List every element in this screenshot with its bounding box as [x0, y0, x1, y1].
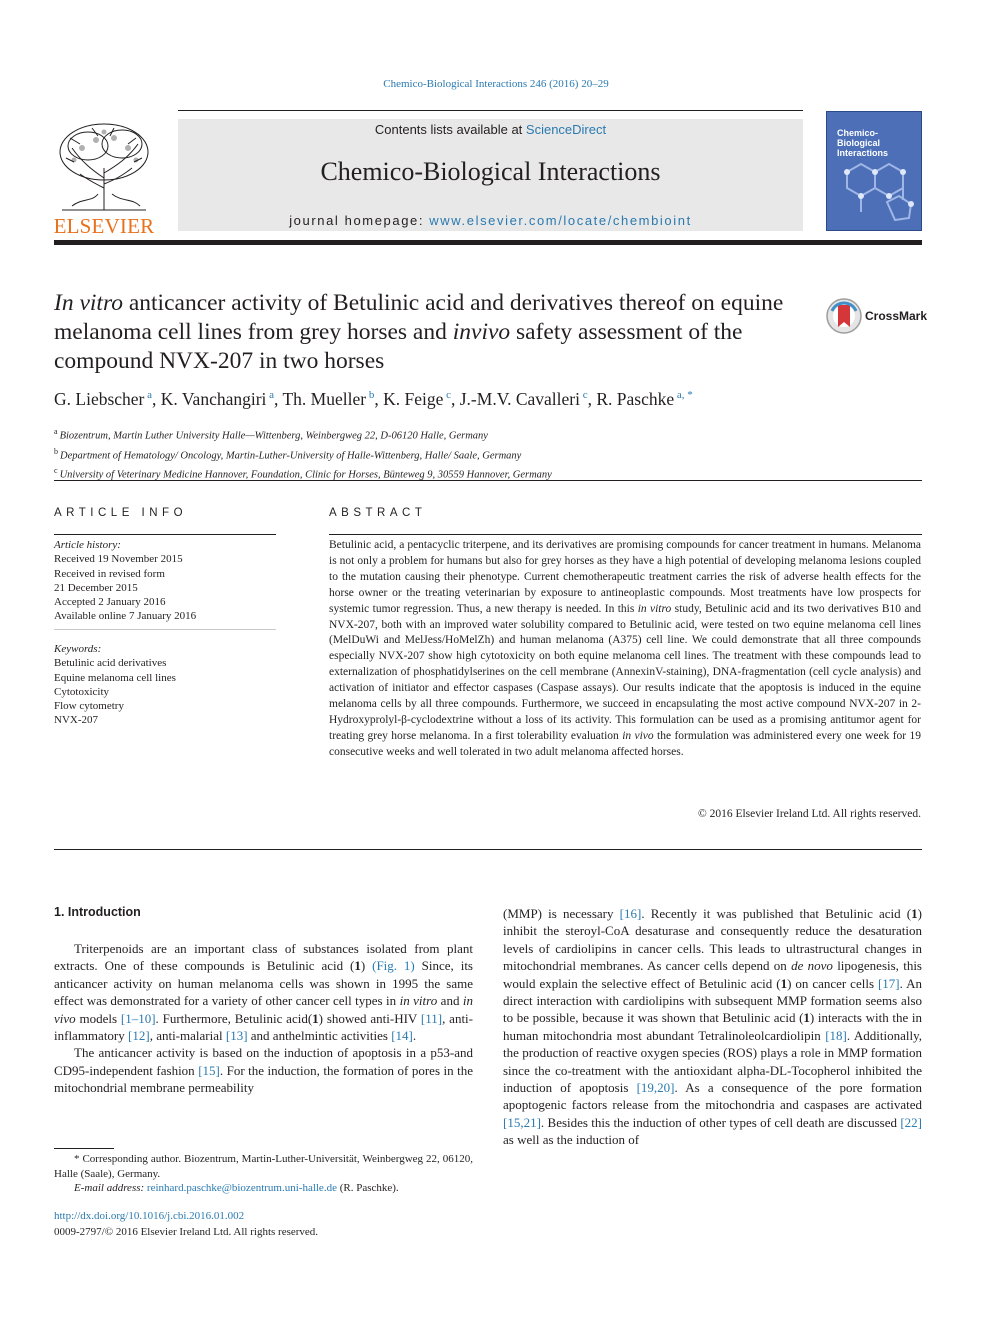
citation-link[interactable]: [14] — [391, 1028, 413, 1044]
abstract-heading: ABSTRACT — [329, 507, 427, 519]
history-item: Accepted 2 January 2016 — [54, 596, 166, 609]
citation-link[interactable]: [18] — [825, 1027, 847, 1043]
paragraph: The anticancer activity is based on the induction of apoptosis in a p53-and CD95-independent fashion [15]. For the induction, the formation of pores in the mitochondrial membrane permeability — [54, 1045, 473, 1096]
email-link[interactable]: reinhard.paschke@biozentrum.uni-halle.de — [146, 1182, 337, 1194]
crossmark-icon — [825, 297, 863, 335]
author[interactable]: G. Liebscher — [54, 389, 145, 409]
author-affiliation-mark[interactable]: c — [443, 389, 451, 402]
author[interactable]: J.-M.V. Cavalleri — [459, 389, 580, 409]
citation-link[interactable]: [11] — [420, 1010, 443, 1026]
header-rule — [178, 110, 803, 111]
elsevier-wordmark: ELSEVIER — [53, 214, 155, 238]
author[interactable]: K. Vanchangiri — [160, 389, 267, 409]
corresponding-note: * Corresponding author. Biozentrum, Martin-Luther-Universität, Weinbergweg 22, 06120, Halle (Saale), Germany. — [54, 1153, 473, 1180]
affiliation: $^b$ Department of Hematology/ Oncology, Martin-Luther-University of Halle-Wittenberg, Halle/ Saale, Germany — [54, 446, 522, 461]
citation-link[interactable]: [17] — [877, 975, 900, 991]
article-history — [54, 538, 279, 624]
keywords-block — [54, 642, 279, 728]
author-affiliation-mark[interactable]: a, * — [674, 389, 693, 402]
affiliation-rule — [54, 480, 922, 481]
keyword-item: Betulinic acid derivatives — [54, 657, 167, 670]
keyword-item: Flow cytometry — [54, 700, 124, 713]
email-line: E-mail address: reinhard.paschke@biozentrum.uni-halle.de (R. Paschke). — [74, 1182, 399, 1194]
journal-reference[interactable]: Chemico-Biological Interactions 246 (2016) 20–29 — [383, 78, 609, 90]
affiliation-list — [54, 424, 924, 483]
journal-header-box — [178, 119, 803, 231]
left-column — [54, 940, 473, 1097]
affiliation: $^c$ University of Veterinary Medicine Hannover, Foundation, Clinic for Horses, Bünteweg 9, 30559 Hannover, Germany — [54, 466, 552, 481]
doi-link[interactable]: http://dx.doi.org/10.1016/j.cbi.2016.01.002 — [54, 1210, 245, 1222]
citation-link[interactable]: [19,20] — [636, 1080, 675, 1096]
citation-link[interactable]: [22] — [900, 1114, 922, 1130]
history-item: Available online 7 January 2016 — [54, 610, 197, 623]
right-column — [503, 905, 922, 1149]
history-label: Article history: — [54, 539, 121, 551]
keyword-item: Equine melanoma cell lines — [54, 671, 176, 684]
crossmark-badge[interactable]: CrossMark — [825, 297, 925, 335]
sciencedirect-link[interactable]: ScienceDirect — [525, 122, 607, 137]
keywords-label: Keywords: — [54, 643, 102, 655]
footnote-rule — [54, 1148, 114, 1149]
history-item: 21 December 2015 — [54, 581, 138, 594]
issn-line: 0009-2797/© 2016 Elsevier Ireland Ltd. All rights reserved. — [54, 1226, 319, 1238]
introduction-heading: 1. Introduction — [54, 905, 141, 919]
article-info-heading: ARTICLE INFO — [54, 507, 188, 519]
header-thick-rule — [54, 240, 922, 245]
citation-link[interactable]: [16] — [619, 906, 642, 921]
elsevier-logo[interactable] — [52, 118, 156, 236]
author[interactable]: K. Feige — [383, 389, 444, 409]
abstract-copyright: © 2016 Elsevier Ireland Ltd. All rights reserved. — [697, 808, 921, 820]
paragraph: (MMP) is necessary [16]. Recently it was published that Betulinic acid (1) inhibit the steroyl-CoA desaturase and consequently reduce the desaturation levels of cardiolipins in cancer cells. This leads to ultrastructural changes in mitochondrial membranes. As cancer cells depend on de novo lipogenesis, this would explain the selective effect of Betulinic acid (1) on cancer cells [17]. An direct interaction with cardiolipins with subsequent MMP formation seems also to be possible, because it was shown that Betulinic acid (1) interacts with the in human mitochondria most abundant Tetralinoleolcardiolipin [18]. Additionally, the production of reactive oxygen species (ROS) plays a role in MMP formation since the co-treatment with the antioxidant alpha-DL-Tocopherol inhibited the induction of apoptosis [19,20]. As a consequence of the pore formation apoptogenic factors release from the mitochondria and caspases are activated [15,21]. Besides this the induction of other types of cell death are discussed [22] as well as the induction of — [503, 906, 923, 1148]
history-item: Received in revised form — [54, 567, 165, 580]
author[interactable]: R. Paschke — [596, 389, 675, 409]
keywords-rule — [54, 629, 276, 630]
article-title: In vitro anticancer activity of Betulinic acid and derivatives thereof on equine melanoma cell lines from grey horses and invivo safety assessment of the compound NVX-207 in two horses — [54, 290, 784, 374]
history-item: Received 19 November 2015 — [54, 553, 183, 566]
citation-link[interactable]: [12] — [128, 1028, 150, 1044]
journal-name: Chemico-Biological Interactions — [320, 157, 661, 186]
citation-link[interactable]: [1–10] — [120, 1010, 156, 1026]
cover-title: Chemico-Biological Interactions — [837, 128, 889, 158]
keyword-item: Cytotoxicity — [54, 685, 109, 698]
keywords-list — [54, 656, 279, 727]
corresponding-author-footnote — [54, 1152, 473, 1196]
abstract-rule — [329, 534, 922, 535]
molecule-graphic-icon — [827, 112, 922, 231]
affiliation: $^a$ Biozentrum, Martin Luther University Halle—Wittenberg, Weinbergweg 22, D-06120 Halle, Germany — [54, 427, 488, 442]
journal-cover[interactable] — [826, 111, 922, 231]
homepage-line: journal homepage: www.elsevier.com/locate/chembioint — [289, 213, 692, 228]
citation-link[interactable]: [13] — [225, 1028, 248, 1044]
author-affiliation-mark[interactable]: a — [144, 389, 153, 402]
author-list: G. Liebscher $^a$, K. Vanchangiri $^a$, Th. Mueller $^b$, K. Feige $^c$, J.-M.V. Cavalleri $^c$, R. Paschke $^{a, *}$ — [54, 389, 693, 409]
citation-link[interactable]: [15] — [198, 1062, 220, 1078]
abstract-text: Betulinic acid, a pentacyclic triterpene, and its derivatives are promising compounds for cancer treatment in humans. Melanoma is not only a problem for humans but also for grey horses as they have a high potential of developing melanoma lesions coupled to the mutation causing their phenotype. Current chemotherapeutic treatment carries the risk of adverse health effects for the horse owner or the treating veterinarian by exposure to antineoplastic compounds. Most treatments have low prospects for systemic tumor regression. Thus, a new therapy is needed. In this in vitro study, Betulinic acid and its two derivatives B10 and NVX-207, both with an improved water solubility compared to Betulinic acid, were tested on two equine melanoma cell lines (MelDuWi and MelJess/HoMelZh) and human melanoma (A375) cell line. We could demonstrate that all three compounds especially NVX-207 show high cytotoxicity on both equine melanoma cell lines. The treatment with these compounds lead to externalization of phosphatidylserines on the cell membrane (AnnexinV-staining), DNA-fragmentation (cell cycle analysis) and activation of initiator and effector caspases (Caspase assays). Our results indicate that the apoptosis is induced in the equine melanoma cells by all three compounds. Furthermore, we succeed in encapsulating the most active compound NVX-207 in 2-Hydroxyprolyl-β-cyclodextrine without a loss of its activity. This formulation can be used as a promising antitumor agent for treating grey horse melanoma. In a first tolerability evaluation in vivo the formulation was administered every one week for 19 consecutive weeks and well tolerated in two adult melanoma affected horses. — [329, 539, 921, 758]
paragraph: Triterpenoids are an important class of substances isolated from plant extracts. One of these compounds is Betulinic acid (1) (Fig. 1) Since, its anticancer activity on human melanoma cells was shown in 1995 the same effect was demonstrated for a variety of other cancer cell types in in vitro and in vivo models [1–10]. Furthermore, Betulinic acid(1) showed anti-HIV [11], anti-inflammatory [12], anti-malarial [13] and anthelmintic activities [14]. — [54, 941, 473, 1044]
contents-line: Contents lists available at ScienceDirect — [374, 122, 607, 137]
history-list — [54, 552, 279, 623]
citation-link[interactable]: (Fig. 1) — [372, 958, 415, 974]
homepage-link[interactable]: www.elsevier.com/locate/chembioint — [429, 213, 692, 228]
author-affiliation-mark[interactable]: b — [366, 389, 375, 402]
author[interactable]: Th. Mueller — [282, 389, 367, 409]
author-affiliation-mark[interactable]: a — [266, 389, 275, 402]
elsevier-tree-icon — [52, 118, 156, 214]
article-info-rule — [54, 534, 276, 535]
keyword-item: NVX-207 — [54, 714, 98, 727]
author-affiliation-mark[interactable]: c — [579, 389, 588, 402]
body-rule — [54, 849, 922, 850]
citation-link[interactable]: [15,21] — [503, 1114, 541, 1130]
